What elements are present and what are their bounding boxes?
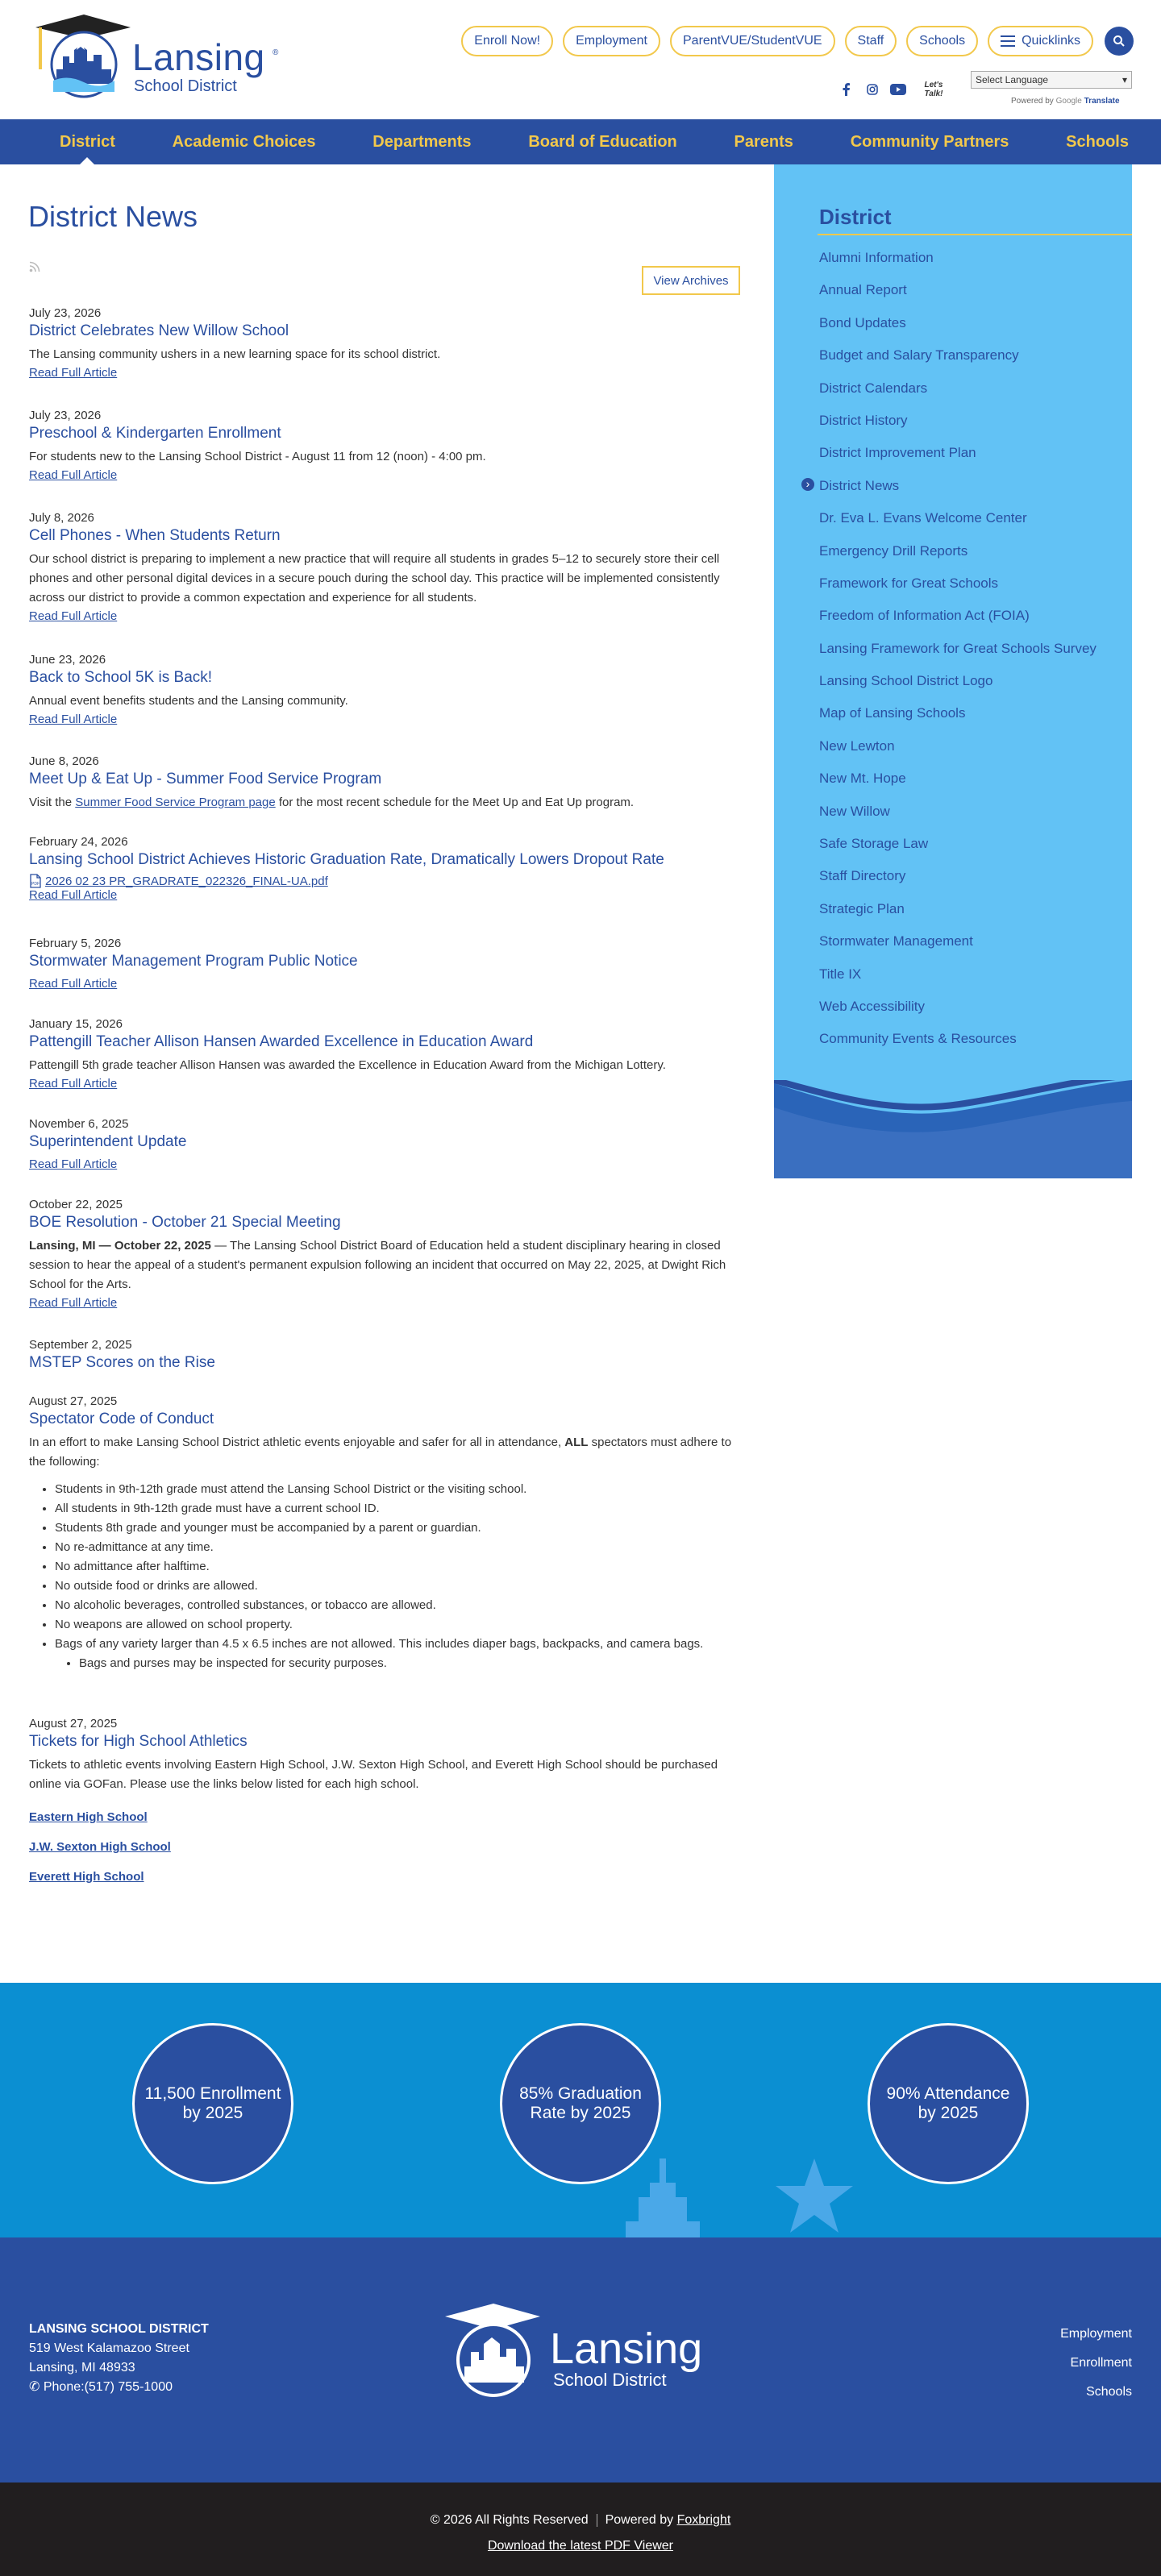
news-article (29, 937, 739, 991)
instagram-icon[interactable] (864, 81, 880, 98)
article-summary: Our school district is preparing to implement a new practice that will require all students in grades 5–12 to securely store their cell phones and other personal digital devices in a secure pouch during the school day. This practice will be implemented consistently across our district to provide a common expectation and experience for all students. (29, 552, 720, 605)
summary-text: — The Lansing School District Board of Education held a student disciplinary hearing in closed session to hear the appeal of a student's permanent expulsion following an incident that occurred on May 22, 2025, at Dwight Rich School for the Arts. (29, 1239, 726, 1291)
svg-text:Lansing: Lansing (550, 2325, 703, 2373)
article-title[interactable]: Pattengill Teacher Allison Hansen Awarded Excellence in Education Award (29, 1033, 534, 1050)
nav-departments[interactable]: Departments (372, 132, 472, 151)
footer-org-name: LANSING SCHOOL DISTRICT (29, 2322, 209, 2336)
sidebar-title: District (819, 205, 892, 229)
conduct-rules-list (55, 1480, 739, 1673)
chevron-down-icon: ▾ (1121, 74, 1127, 85)
site-header (0, 0, 1161, 119)
sidebar-item-district-news[interactable]: › District News (819, 476, 1096, 509)
news-article (29, 1017, 739, 1091)
sidebar-item-district-improvement-plan[interactable]: District Improvement Plan (819, 445, 976, 461)
search-button[interactable] (1105, 27, 1134, 56)
pdf-filename: 2026 02 23 PR_GRADRATE_022326_FINAL-UA.pdf (45, 874, 328, 888)
news-article (29, 511, 739, 623)
footer-employment-link[interactable]: Employment (1060, 2327, 1132, 2341)
article-title[interactable]: BOE Resolution - October 21 Special Meeting (29, 1214, 341, 1231)
read-full-article-link[interactable]: Read Full Article (29, 1077, 118, 1091)
article-date: June 8, 2026 (29, 754, 99, 768)
svg-text:School District: School District (553, 2370, 667, 2390)
summary-text: Visit the (29, 796, 76, 809)
social-links (838, 81, 951, 98)
logo-mark-icon (27, 13, 132, 102)
google-label: Google (1055, 97, 1082, 106)
article-summary: Pattengill 5th grade teacher Allison Hansen was awarded the Excellence in Education Award from the Michigan Lottery. (29, 1058, 666, 1072)
list-item: • No admittance after halftime. (55, 1557, 739, 1577)
district-logo[interactable] (27, 13, 285, 102)
list-item: • No re-admittance at any time. (55, 1538, 739, 1557)
utility-nav (452, 26, 1134, 56)
sidebar-item-emergency-drill-reports[interactable]: Emergency Drill Reports (819, 542, 968, 559)
list-item: • No alcoholic beverages, controlled substances, or tobacco are allowed. (55, 1596, 739, 1615)
capitol-building-icon (626, 2158, 700, 2237)
sidebar-item-stormwater-management[interactable]: Stormwater Management (819, 933, 973, 949)
article-summary: For students new to the Lansing School District - August 11 from 12 (noon) - 4:00 pm. (29, 450, 486, 463)
list-item: • No weapons are allowed on school property. (55, 1615, 739, 1635)
article-date: February 5, 2026 (29, 937, 122, 950)
nav-community-partners[interactable]: Community Partners (850, 132, 1009, 151)
youtube-icon[interactable] (890, 81, 906, 98)
sidebar-item-safe-storage-law[interactable]: Safe Storage Law (819, 836, 929, 852)
powered-by-text: Powered by (605, 2513, 674, 2527)
read-full-article-link[interactable]: Read Full Article (29, 977, 118, 991)
registered-mark: ® (273, 48, 279, 57)
language-select-value: Select Language (976, 74, 1049, 85)
read-full-article-link[interactable]: Read Full Article (29, 1296, 118, 1310)
quicklinks-button[interactable] (988, 26, 1093, 56)
graduation-goal: 85% Graduation Rate by 2025 (500, 2023, 661, 2184)
article-summary (29, 793, 739, 812)
article-date: September 2, 2025 (29, 1338, 132, 1352)
news-article (29, 1717, 739, 1884)
lets-talk-link[interactable]: Let's Talk! (924, 81, 943, 98)
list-item-text: Bags of any variety larger than 4.5 x 6.5 inches are not allowed. This includes diaper bags, backpacks, and camera bags. (55, 1637, 704, 1651)
site-footer (0, 2237, 1161, 2483)
article-date: August 27, 2025 (29, 1717, 118, 1730)
article-summary: Annual event benefits students and the Lansing community. (29, 694, 348, 708)
phone-icon: ✆ (29, 2380, 40, 2394)
sidebar-item-alumni-information[interactable]: Alumni Information (819, 250, 934, 265)
copyright-text: © 2026 All Rights Reserved (430, 2513, 589, 2527)
list-item: • Students in 9th-12th grade must attend the Lansing School District or the visiting school. (55, 1480, 739, 1499)
article-summary: The Lansing community ushers in a new learning space for its school district. (29, 347, 441, 361)
rss-icon[interactable] (29, 261, 40, 276)
nav-schools[interactable]: Schools (1066, 132, 1129, 151)
pdf-icon (29, 874, 42, 888)
list-item: • All students in 9th-12th grade must have a current school ID. (55, 1499, 739, 1519)
logo-subtitle: School District (134, 77, 237, 95)
list-item (55, 1635, 739, 1673)
list-item: • No outside food or drinks are allowed. (55, 1577, 739, 1596)
news-article (29, 754, 739, 812)
read-full-article-link[interactable]: Read Full Article (29, 1157, 118, 1171)
nav-academic-choices[interactable]: Academic Choices (172, 132, 316, 151)
list-item: • Bags and purses may be inspected for security purposes. (79, 1654, 739, 1673)
read-full-article-link[interactable]: Read Full Article (29, 468, 118, 482)
sidebar-item-framework-great-schools[interactable]: Framework for Great Schools (819, 575, 999, 591)
page-title: District News (28, 200, 198, 233)
news-article (29, 306, 739, 380)
news-article (29, 1117, 739, 1171)
nav-board-of-education[interactable]: Board of Education (528, 132, 677, 151)
dateline: Lansing, MI — October 22, 2025 (29, 1239, 211, 1253)
footer-logo-mark-icon (445, 2302, 719, 2407)
footer-street: 519 West Kalamazoo Street (29, 2341, 189, 2355)
article-date: July 23, 2026 (29, 306, 102, 320)
star-icon (776, 2158, 853, 2233)
article-title[interactable]: Lansing School District Achieves Historic Graduation Rate, Dramatically Lowers Dropout Rate (29, 851, 664, 868)
schools-link[interactable]: Schools (906, 26, 978, 56)
article-title[interactable]: Superintendent Update (29, 1133, 187, 1150)
footer-links (1060, 2320, 1132, 2407)
nav-parents[interactable]: Parents (734, 132, 793, 151)
read-full-article-link[interactable]: Read Full Article (29, 609, 118, 623)
nav-district[interactable]: District (60, 119, 115, 164)
article-title[interactable]: Cell Phones - When Students Return (29, 527, 281, 544)
article-date: June 23, 2026 (29, 653, 106, 667)
sidebar-item-district-logo[interactable]: Lansing School District Logo (819, 673, 993, 689)
list-item: • Students 8th grade and younger must be accompanied by a parent or guardian. (55, 1519, 739, 1538)
svg-text:PDF: PDF (31, 882, 40, 887)
search-icon (1113, 35, 1126, 48)
sidebar-item-web-accessibility[interactable]: Web Accessibility (819, 998, 926, 1014)
news-article (29, 1198, 739, 1310)
article-title[interactable]: District Celebrates New Willow School (29, 322, 289, 339)
footer-enrollment-link[interactable]: Enrollment (1070, 2356, 1132, 2370)
sidebar-item-new-mt-hope[interactable]: New Mt. Hope (819, 771, 906, 787)
article-title[interactable]: Back to School 5K is Back! (29, 669, 213, 686)
article-date: July 23, 2026 (29, 409, 102, 422)
quicklinks-label: Quicklinks (1022, 34, 1080, 48)
sidebar-wave-decoration (774, 1080, 1132, 1178)
article-title[interactable]: Tickets for High School Athletics (29, 1733, 248, 1750)
article-date: October 22, 2025 (29, 1198, 123, 1211)
article-summary: Tickets to athletic events involving Eastern High School, J.W. Sexton High School, and Everett High School should be purchased online via GOFan. Please use the links below listed for each high school. (29, 1758, 718, 1791)
copyright-bar (0, 2483, 1161, 2576)
read-full-article-link[interactable]: Read Full Article (29, 713, 118, 726)
summary-text: In an effort to make Lansing School District athletic events enjoyable and safer for all in attendance, (29, 1435, 565, 1449)
attendance-goal: 90% Attendance by 2025 (868, 2023, 1029, 2184)
sidebar-item-annual-report[interactable]: Annual Report (819, 282, 907, 298)
sidebar-item-new-willow[interactable]: New Willow (819, 803, 890, 819)
footer-phone[interactable]: Phone:(517) 755-1000 (43, 2380, 173, 2394)
sidebar-item-district-calendars[interactable]: District Calendars (819, 380, 928, 396)
high-school-links (29, 1810, 739, 1884)
summary-emphasis: ALL (564, 1435, 589, 1449)
everett-high-school-link[interactable]: Everett High School (29, 1870, 144, 1884)
sidebar-item-budget-transparency[interactable]: Budget and Salary Transparency (819, 347, 1019, 364)
powered-by-label: Powered by (1011, 97, 1054, 106)
footer-address (29, 2320, 209, 2397)
translate-link[interactable]: Translate (1084, 97, 1120, 106)
sidebar-item-title-ix[interactable]: Title IX (819, 966, 862, 982)
language-select[interactable] (971, 71, 1132, 89)
article-date: February 24, 2026 (29, 835, 128, 849)
enroll-now-link[interactable]: Enroll Now! (461, 26, 553, 56)
article-date: July 8, 2026 (29, 511, 94, 525)
news-article (29, 835, 739, 902)
news-article (29, 1338, 739, 1372)
news-article (29, 409, 739, 482)
sidebar-item-new-lewton[interactable]: New Lewton (819, 737, 895, 754)
footer-logo[interactable] (445, 2302, 719, 2407)
article-title[interactable]: Stormwater Management Program Public Notice (29, 953, 358, 970)
eastern-high-school-link[interactable]: Eastern High School (29, 1810, 148, 1824)
article-title[interactable]: Preschool & Kindergarten Enrollment (29, 425, 281, 442)
sidebar-item-framework-survey[interactable]: Lansing Framework for Great Schools Survey (819, 640, 1096, 656)
read-full-article-link[interactable]: Read Full Article (29, 366, 118, 380)
news-article (29, 653, 739, 726)
sidebar-item-welcome-center[interactable]: Dr. Eva L. Evans Welcome Center (819, 510, 1027, 526)
footer-schools-link[interactable]: Schools (1086, 2385, 1132, 2399)
sidebar-item-strategic-plan[interactable]: Strategic Plan (819, 900, 905, 916)
pdf-viewer-link[interactable]: Download the latest PDF Viewer (487, 2539, 674, 2553)
article-date: August 27, 2025 (29, 1394, 118, 1408)
article-title[interactable]: Spectator Code of Conduct (29, 1411, 214, 1427)
view-archives-button[interactable]: View Archives (642, 266, 740, 295)
sidebar-menu (819, 248, 1096, 1062)
sidebar-item-community-events[interactable]: Community Events & Resources (819, 1031, 1017, 1047)
article-date: November 6, 2025 (29, 1117, 129, 1131)
article-summary (29, 1236, 739, 1294)
staff-link[interactable]: Staff (845, 26, 897, 56)
sub-list (79, 1654, 739, 1673)
sidebar-divider (818, 234, 1132, 235)
sidebar-item-foia[interactable]: Freedom of Information Act (FOIA) (819, 608, 1030, 624)
main-navigation (0, 119, 1161, 164)
sidebar-item-staff-directory[interactable]: Staff Directory (819, 868, 906, 884)
logo-wordmark: Lansing (132, 36, 265, 78)
summary-text: spectators must adhere to the following: (29, 1435, 732, 1469)
summary-text: for the most recent schedule for the Meet Up and Eat Up program. (275, 796, 635, 809)
sidebar-item-map-of-schools[interactable]: Map of Lansing Schools (819, 705, 966, 721)
district-goals-band (0, 1983, 1161, 2237)
sexton-high-school-link[interactable]: J.W. Sexton High School (29, 1840, 171, 1854)
google-translate-credit (1011, 97, 1120, 106)
parentvue-link[interactable]: ParentVUE/StudentVUE (670, 26, 835, 56)
enrollment-goal: 11,500 Enrollment by 2025 (132, 2023, 293, 2184)
employment-link[interactable]: Employment (563, 26, 660, 56)
article-title[interactable]: Meet Up & Eat Up - Summer Food Service Program (29, 771, 382, 787)
news-article (29, 1394, 739, 1673)
summer-food-program-link[interactable]: Summer Food Service Program page (75, 796, 276, 809)
footer-city: Lansing, MI 48933 (29, 2361, 135, 2374)
pdf-attachment-link[interactable] (29, 874, 739, 888)
facebook-icon[interactable] (838, 81, 855, 98)
read-full-article-link[interactable]: Read Full Article (29, 888, 118, 902)
sidebar-item-district-history[interactable]: District History (819, 412, 908, 428)
district-sidebar (774, 164, 1132, 1178)
article-title[interactable]: MSTEP Scores on the Rise (29, 1354, 215, 1371)
menu-icon (1001, 35, 1015, 47)
foxbright-link[interactable]: Foxbright (676, 2513, 731, 2527)
article-date: January 15, 2026 (29, 1017, 123, 1031)
article-summary (29, 1433, 739, 1472)
sidebar-item-bond-updates[interactable]: Bond Updates (819, 314, 906, 330)
